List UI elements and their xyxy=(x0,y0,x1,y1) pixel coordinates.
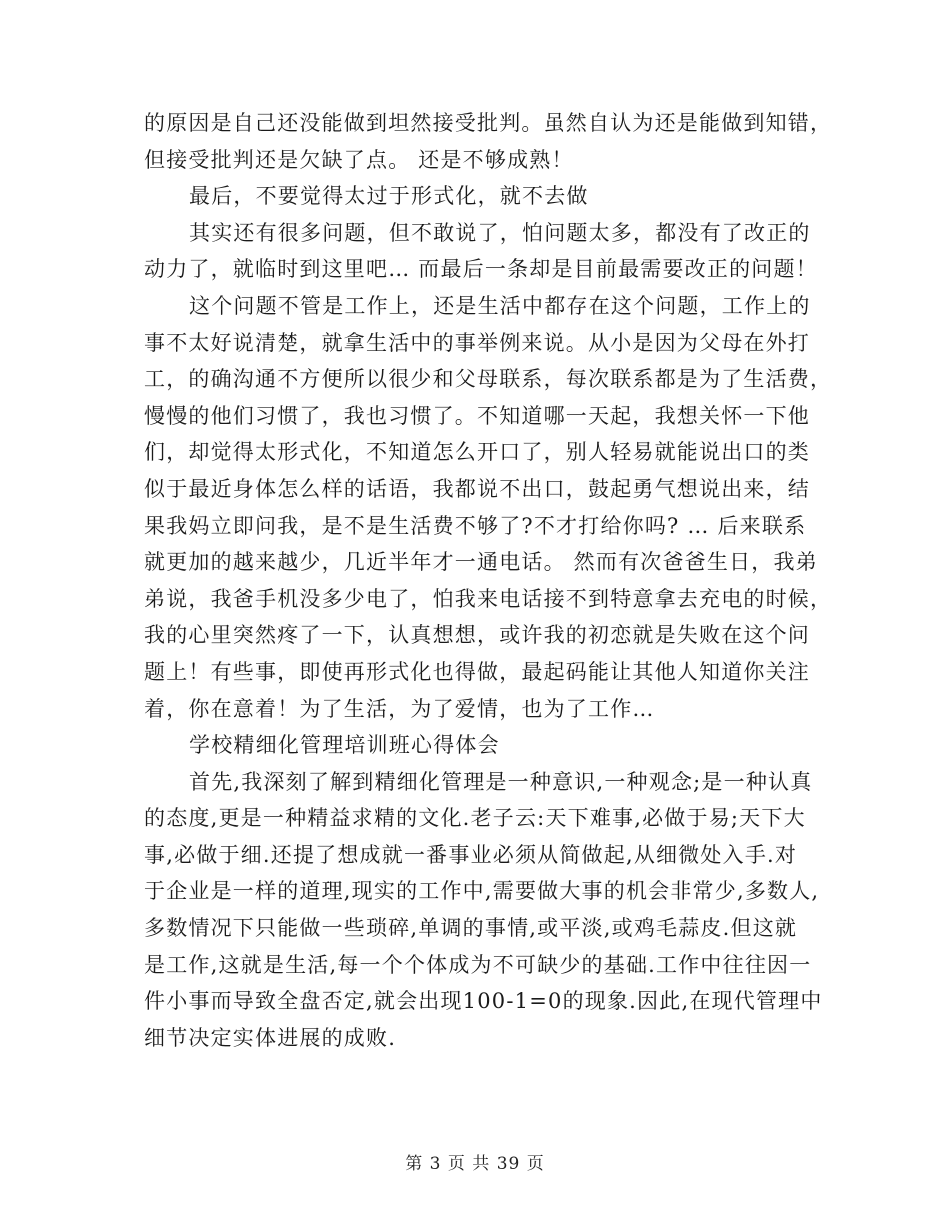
text-line: 件小事而导致全盘否定,就会出现100-1=0的现象.因此,在现代管理中 xyxy=(144,989,823,1014)
text-line: 动力了，就临时到这里吧… 而最后一条却是目前最需要改正的问题！ xyxy=(144,257,818,282)
text-line: 是工作,这就是生活,每一个个体成为不可缺少的基础.工作中往往因一 xyxy=(144,952,812,977)
text-line: 多数情况下只能做一些琐碎,单调的事情,或平淡,或鸡毛蒜皮.但这就 xyxy=(144,916,798,941)
text-line: 但接受批判还是欠缺了点。 还是不够成熟！ xyxy=(144,147,574,172)
section-heading: 学校精细化管理培训班心得体会 xyxy=(189,733,500,758)
text-line: 题上！有些事，即使再形式化也得做，最起码能让其他人知道你关注 xyxy=(144,659,810,684)
text-line: 工，的确沟通不方便所以很少和父母联系，每次联系都是为了生活费， xyxy=(144,367,833,392)
text-line: 我的心里突然疼了一下，认真想想，或许我的初恋就是失败在这个问 xyxy=(144,623,810,648)
text-line: 首先,我深刻了解到精细化管理是一种意识,一种观念;是一种认真 xyxy=(189,769,813,794)
text-line: 弟说，我爸手机没多少电了，怕我来电话接不到特意拿去充电的时候， xyxy=(144,586,833,611)
text-line: 的态度,更是一种精益求精的文化.老子云:天下难事,必做于易;天下大 xyxy=(144,806,806,831)
text-line: 细节决定实体进展的成败. xyxy=(144,1025,397,1050)
text-line: 这个问题不管是工作上，还是生活中都存在这个问题，工作上的 xyxy=(189,293,811,318)
text-line: 事不太好说清楚，就拿生活中的事举例来说。从小是因为父母在外打 xyxy=(144,330,810,355)
text-line: 似于最近身体怎么样的话语，我都说不出口，鼓起勇气想说出来，结 xyxy=(144,476,810,501)
text-line: 就更加的越来越少，几近半年才一通电话。 然而有次爸爸生日，我弟 xyxy=(144,550,818,575)
text-line: 们，却觉得太形式化，不知道怎么开口了，别人轻易就能说出口的类 xyxy=(144,440,810,465)
text-line: 慢慢的他们习惯了，我也习惯了。不知道哪一天起，我想关怀一下他 xyxy=(144,403,810,428)
text-line: 着，你在意着！为了生活，为了爱情，也为了工作… xyxy=(144,696,655,721)
text-line: 其实还有很多问题，但不敢说了，怕问题太多，都没有了改正的 xyxy=(189,220,811,245)
document-body xyxy=(144,105,833,1056)
text-line: 的原因是自己还没能做到坦然接受批判。虽然自认为还是能做到知错， xyxy=(144,111,833,135)
page-number-footer: 第 3 页 共 39 页 xyxy=(405,1154,545,1174)
text-line: 最后，不要觉得太过于形式化，就不去做 xyxy=(189,184,589,209)
text-line: 果我妈立即问我，是不是生活费不够了?不才打给你吗? … 后来联系 xyxy=(144,513,807,538)
text-line: 事,必做于细.还提了想成就一番事业必须从简做起,从细微处入手.对 xyxy=(144,842,798,867)
text-line: 于企业是一样的道理,现实的工作中,需要做大事的机会非常少,多数人, xyxy=(144,879,820,904)
